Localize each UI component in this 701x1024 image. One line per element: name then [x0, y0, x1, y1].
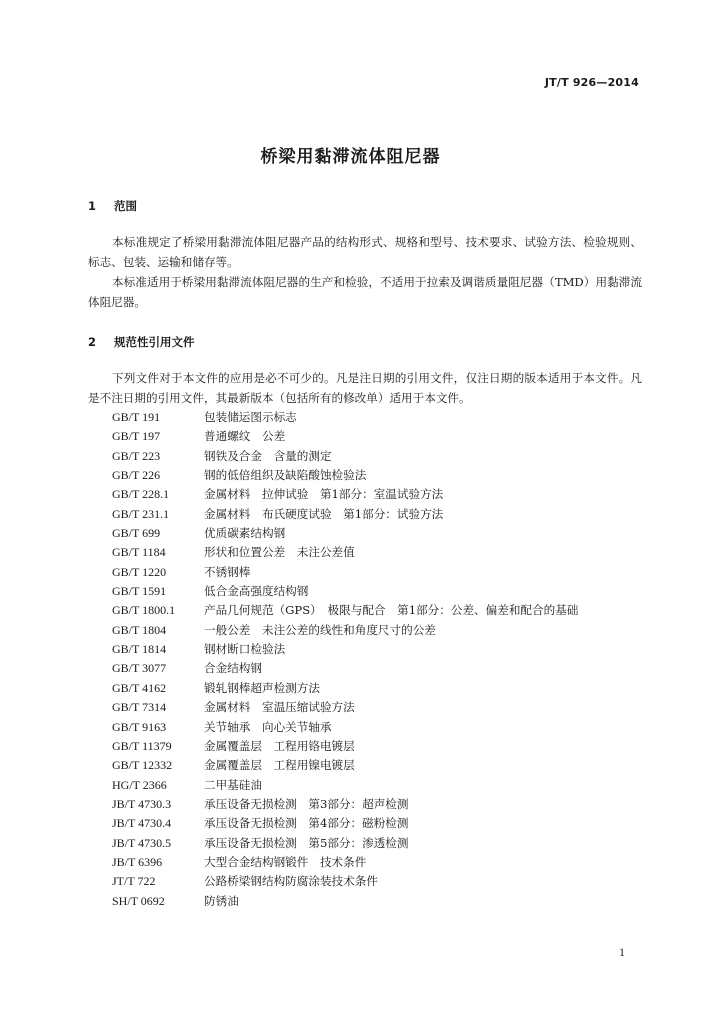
- reference-title: 普通螺纹 公差: [204, 429, 286, 444]
- reference-code: GB/T 1814: [112, 642, 167, 657]
- reference-title: 钢铁及合金 含量的测定: [204, 448, 332, 463]
- reference-title: 钢的低倍组织及缺陷酸蚀检验法: [204, 468, 367, 483]
- reference-title: 公路桥梁钢结构防腐涂装技术条件: [204, 874, 378, 889]
- reference-code: GB/T 11379: [112, 738, 172, 753]
- reference-row: [112, 447, 578, 466]
- reference-row: [112, 679, 578, 698]
- reference-row: [112, 892, 578, 911]
- reference-code: GB/T 197: [112, 429, 161, 444]
- reference-row: [112, 543, 578, 562]
- reference-code: GB/T 191: [112, 410, 161, 424]
- section-2-title: 规范性引用文件: [114, 335, 195, 349]
- section-2-number: 2: [88, 335, 97, 349]
- reference-code: GB/T 3077: [112, 661, 167, 676]
- reference-code: JT/T 722: [112, 874, 156, 889]
- reference-title: 大型合金结构钢锻件 技术条件: [204, 854, 367, 869]
- reference-row: [112, 659, 578, 678]
- reference-title: 承压设备无损检测 第3部分：超声检测: [204, 796, 409, 811]
- reference-row: [112, 485, 578, 504]
- reference-row: [112, 640, 578, 659]
- reference-code: GB/T 12332: [112, 758, 173, 773]
- reference-title: 承压设备无损检测 第5部分：渗透检测: [204, 835, 409, 850]
- reference-row: [112, 582, 578, 601]
- reference-code: GB/T 1804: [112, 622, 167, 637]
- reference-code: GB/T 226: [112, 468, 161, 483]
- reference-row: [112, 814, 578, 833]
- reference-code: SH/T 0692: [112, 893, 165, 908]
- reference-row: [112, 795, 578, 814]
- reference-title: 包装储运图示标志: [204, 410, 297, 424]
- reference-code: GB/T 231.1: [112, 506, 170, 521]
- reference-title: 金属材料 拉伸试验 第1部分：室温试验方法: [204, 487, 444, 502]
- reference-title: 优质碳素结构钢: [204, 526, 286, 541]
- reference-row: [112, 698, 578, 717]
- reference-row: [112, 718, 578, 737]
- page-number: 1: [619, 945, 625, 959]
- reference-row: [112, 872, 578, 891]
- reference-title: 锻轧钢棒超声检测方法: [204, 680, 320, 695]
- reference-row: [112, 834, 578, 853]
- reference-code: GB/T 9163: [112, 719, 167, 734]
- reference-row: [112, 756, 578, 775]
- reference-title: 形状和位置公差 未注公差值: [204, 545, 355, 560]
- reference-code: JB/T 6396: [112, 854, 163, 869]
- reference-row: [112, 853, 578, 872]
- scope-paragraph-2: 本标准适用于桥梁用黏滞流体阻尼器的生产和检验，不适用于拉索及调谐质量阻尼器（TMD）用黏滞流体阻尼器。: [88, 275, 642, 309]
- reference-title: 产品几何规范（GPS） 极限与配合 第1部分：公差、偏差和配合的基础: [204, 603, 579, 618]
- reference-code: GB/T 1800.1: [112, 603, 176, 618]
- reference-code: GB/T 699: [112, 526, 161, 541]
- reference-title: 二甲基硅油: [204, 777, 262, 792]
- reference-code: HG/T 2366: [112, 777, 167, 792]
- reference-title: 金属覆盖层 工程用镍电镀层: [204, 758, 355, 773]
- section-1-heading: [88, 198, 137, 214]
- reference-code: GB/T 1591: [112, 584, 167, 599]
- reference-row: [112, 466, 578, 485]
- reference-title: 金属材料 室温压缩试验方法: [204, 700, 355, 715]
- reference-code: GB/T 228.1: [112, 487, 170, 502]
- section-2-heading: [88, 334, 195, 350]
- reference-title: 不锈钢棒: [204, 564, 251, 579]
- document-title: 桥梁用黏滞流体阻尼器: [260, 147, 441, 167]
- reference-row: [112, 621, 578, 640]
- reference-row: [112, 737, 578, 756]
- reference-row: [112, 601, 578, 620]
- reference-title: 一般公差 未注公差的线性和角度尺寸的公差: [204, 622, 436, 637]
- reference-row: [112, 505, 578, 524]
- reference-title: 金属覆盖层 工程用铬电镀层: [204, 738, 355, 753]
- reference-row: [112, 408, 578, 427]
- reference-title: 承压设备无损检测 第4部分：磁粉检测: [204, 816, 409, 831]
- reference-title: 低合金高强度结构钢: [204, 584, 309, 599]
- standard-code: JT/T 926—2014: [544, 76, 639, 89]
- reference-row: [112, 524, 578, 543]
- reference-row: [112, 776, 578, 795]
- reference-title: 金属材料 布氏硬度试验 第1部分：试验方法: [204, 506, 444, 521]
- reference-row: [112, 427, 578, 446]
- reference-code: GB/T 1220: [112, 564, 167, 579]
- reference-title: 关节轴承 向心关节轴承: [204, 719, 332, 734]
- reference-code: JB/T 4730.5: [112, 835, 172, 850]
- section-1-number: 1: [88, 199, 97, 213]
- reference-title: 合金结构钢: [204, 661, 262, 676]
- reference-code: JB/T 4730.4: [112, 816, 172, 831]
- reference-code: GB/T 4162: [112, 680, 167, 695]
- reference-code: GB/T 1184: [112, 545, 166, 560]
- scope-paragraph-1: 本标准规定了桥梁用黏滞流体阻尼器产品的结构形式、规格和型号、技术要求、试验方法、检验规则、标志、包装、运输和储存等。: [88, 235, 642, 269]
- reference-code: JB/T 4730.3: [112, 796, 172, 811]
- reference-row: [112, 563, 578, 582]
- reference-code: GB/T 223: [112, 448, 161, 463]
- reference-code: GB/T 7314: [112, 700, 167, 715]
- section-1-title: 范围: [114, 199, 137, 213]
- references-intro: 下列文件对于本文件的应用是必不可少的。凡是注日期的引用文件，仅注日期的版本适用于本文件。凡是不注日期的引用文件，其最新版本（包括所有的修改单）适用于本文件。: [88, 371, 642, 405]
- reference-list: [112, 408, 578, 911]
- reference-title: 钢材断口检验法: [204, 642, 286, 657]
- reference-title: 防锈油: [204, 893, 239, 908]
